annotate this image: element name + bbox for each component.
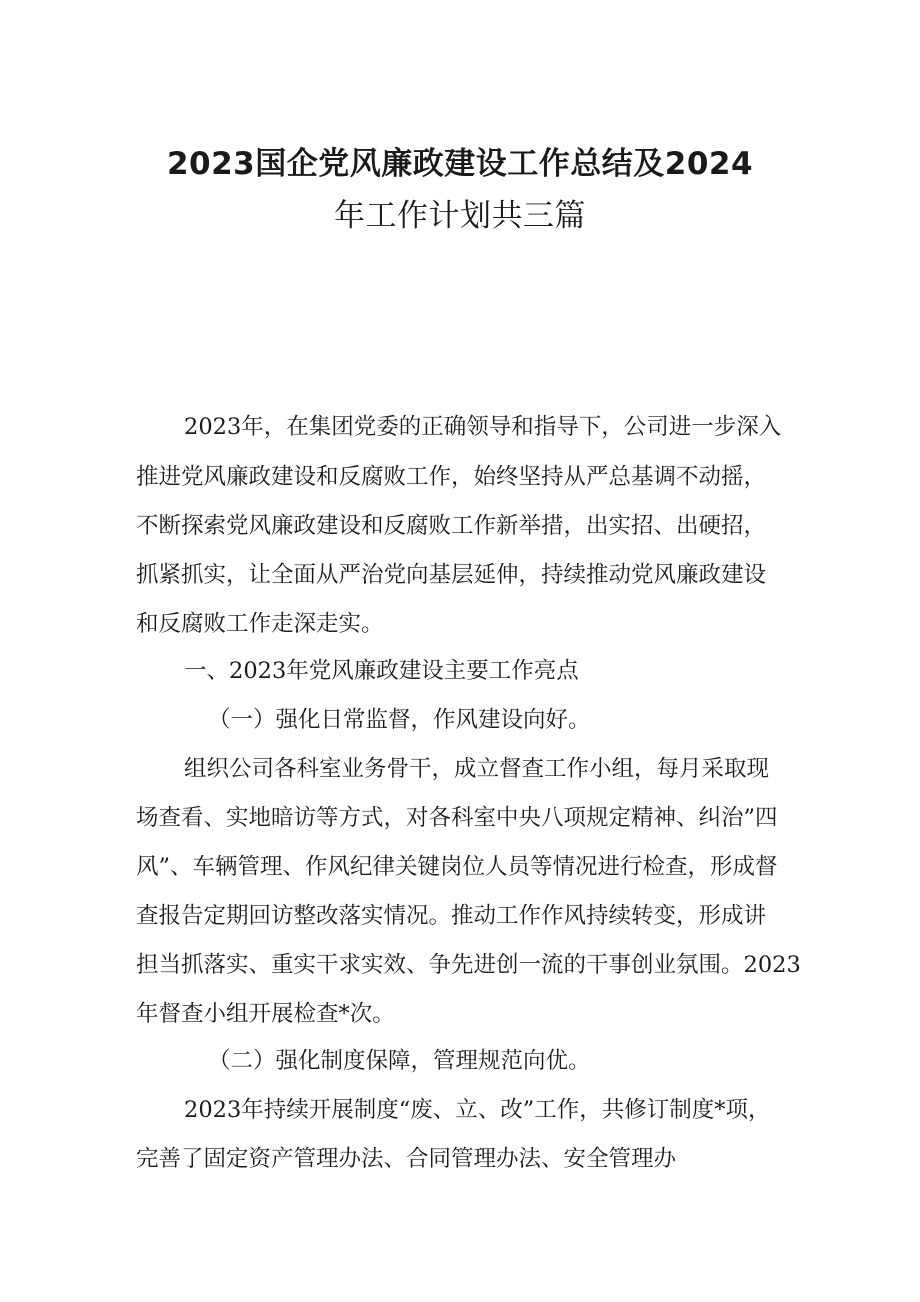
paragraph-3-line-2: 完善了固定资产管理办法、合同管理办法、安全管理办 <box>136 1146 677 1172</box>
paragraph-1-line-4: 抓紧抓实，让全面从严治党向基层延伸，持续推动党风廉政建设 <box>136 562 767 588</box>
paragraph-1-line-1: 2023年，在集团党委的正确领导和指导下，公司进一步深入 <box>184 414 782 440</box>
paragraph-2-line-3: 风”、车辆管理、作风纪律关键岗位人员等情况进行检查，形成督 <box>136 854 778 880</box>
paragraph-1-line-5: 和反腐败工作走深走实。 <box>136 611 384 637</box>
paragraph-2-line-4: 查报告定期回访整改落实情况。推动工作作风持续转变，形成讲 <box>136 903 767 929</box>
paragraph-2-line-1: 组织公司各科室业务骨干，成立督查工作小组，每月采取现 <box>184 756 770 782</box>
section-heading-1: 一、2023年党风廉政建设主要工作亮点 <box>184 658 579 684</box>
paragraph-1-line-2: 推进党风廉政建设和反腐败工作，始终坚持从严总基调不动摇， <box>136 464 767 490</box>
subsection-heading-1: （一）强化日常监督，作风建设向好。 <box>208 707 591 733</box>
paragraph-2-line-2: 场查看、实地暗访等方式，对各科室中央八项规定精神、纠治”四 <box>136 805 778 831</box>
document-title-line-2: 年工作计划共三篇 <box>334 198 586 234</box>
paragraph-3-line-1: 2023年持续开展制度“废、立、改”工作，共修订制度*项， <box>184 1097 771 1123</box>
paragraph-2-line-6: 年督查小组开展检查*次。 <box>136 1001 395 1027</box>
paragraph-2-line-5: 担当抓落实、重实干求实效、争先进创一流的干事创业氛围。2023 <box>136 952 801 978</box>
subsection-heading-2: （二）强化制度保障，管理规范向优。 <box>208 1048 591 1074</box>
document-title-line-1: 2023国企党风廉政建设工作总结及2024 <box>166 146 754 182</box>
paragraph-1-line-3: 不断探索党风廉政建设和反腐败工作新举措，出实招、出硬招， <box>136 513 767 539</box>
